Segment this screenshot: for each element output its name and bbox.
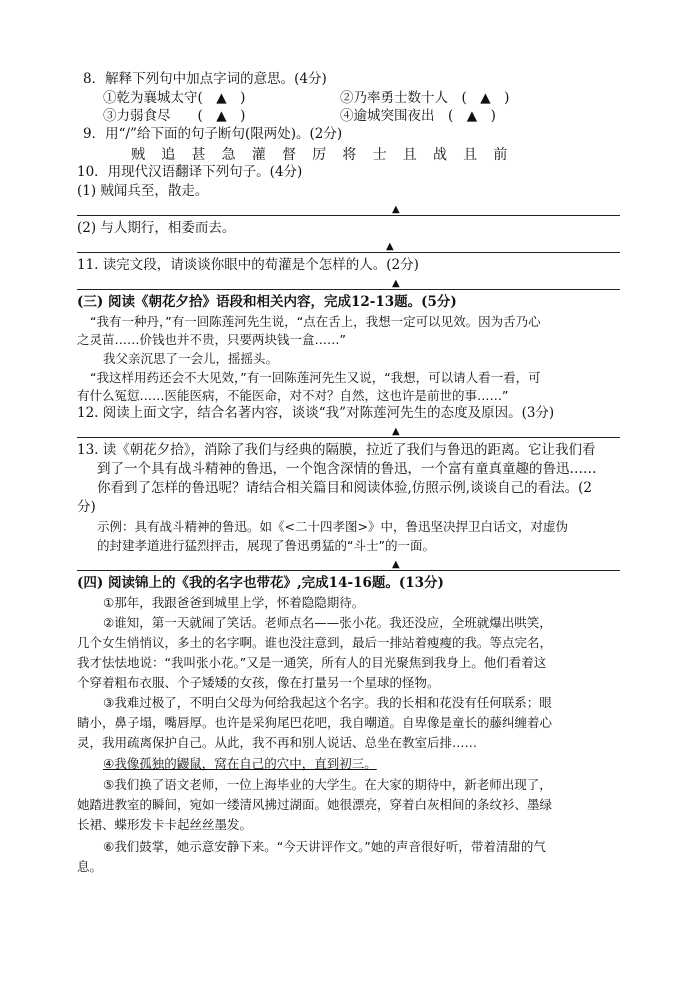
answer-line: [77, 215, 620, 216]
passage-line: ⑥我们鼓掌，她示意安静下来。“今天讲评作文。”她的声音很好听，带着清甜的气: [103, 839, 546, 854]
q13-line: 到了一个具有战斗精神的鲁迅，一个饱含深情的鲁迅，一个富有童真童趣的鲁迅……: [97, 461, 597, 477]
q9-char: 甚: [191, 147, 206, 163]
q9-stem: 9．用“/”给下面的句子断句(限两处)。(2分): [83, 126, 343, 142]
q9-char: 追: [161, 147, 176, 163]
passage-line: ②谁知，第一天就闹了笑话。老师点名——张小花。我还没应，全班就爆出哄笑，: [103, 615, 552, 630]
q10-sentence-2: (2) 与人期行，相委而去。: [77, 220, 236, 236]
passage-line: 之灵苗……价钱也并不贵，只要两块钱一盒……”: [77, 332, 346, 347]
q9-char: 急: [221, 147, 236, 163]
answer-marker: ▲: [386, 241, 394, 252]
q9-char: 战: [432, 147, 447, 163]
q9-char: 且: [463, 147, 478, 163]
answer-marker: ▲: [392, 278, 400, 289]
q13-example: 的封建孝道进行猛烈抨击，展现了鲁迅勇猛的“斗士”的一面。: [97, 538, 435, 553]
passage-line: 我父亲沉思了一会儿，摇摇头。: [103, 351, 279, 366]
q8-option-3: ③力弱食尽 ( ▲ ): [103, 108, 246, 124]
q13-example: 示例：具有战斗精神的鲁迅。如《<二十四孝图>》中，鲁迅坚决捍卫白话文，对虚伪: [97, 519, 568, 534]
passage-line: 长裙、蝶形发卡卡起丝丝墨发。: [77, 817, 253, 832]
q9-char: 灌: [251, 147, 266, 163]
answer-line: [77, 570, 620, 571]
q10-stem: 10．用现代汉语翻译下列句子。(4分): [77, 164, 303, 180]
q9-char: 且: [402, 147, 417, 163]
answer-marker: ▲: [392, 559, 400, 570]
q9-char: 贼: [131, 147, 146, 163]
q13-line: 你看到了怎样的鲁迅呢？请结合相关篇目和阅读体验,仿照示例,谈谈自己的看法。(2: [97, 480, 592, 496]
q13-line: 分): [77, 499, 96, 515]
passage-line: 她踏进教室的瞬间，宛如一缕清风拂过湖面。她很漂亮，穿着白灰相间的条纹衫、墨绿: [77, 797, 553, 812]
passage-line: 几个女生悄悄议，多土的名字啊。谁也没注意到，最后一排站着瘦瘦的我。等点完名，: [77, 635, 553, 650]
passage-line: 有什么冤愆……医能医病，不能医命，对不对？自然，这也许是前世的事……”: [77, 388, 509, 403]
q9-sentence: [123, 146, 515, 164]
q9-char: 将: [342, 147, 357, 163]
passage-line: “我这样用药还会不大见效，”有一回陈莲河先生又说，“我想，可以请人看一看，可: [90, 370, 541, 385]
passage-line: 我才怯怯地说：“我叫张小花。”又是一通笑，所有人的目光聚焦到我身上。他们看着这: [77, 655, 547, 670]
q8-stem: 8．解释下列句中加点字词的意思。(4分): [83, 71, 327, 87]
passage-line-underlined: ④我像孤独的鼹鼠，窝在自己的穴中，直到初三。: [103, 756, 377, 771]
q9-char: 士: [372, 147, 387, 163]
passage-line: ①那年，我跟爸爸到城里上学，怀着隐隐期待。: [103, 595, 365, 610]
q10-sentence-1: (1) 贼闻兵至，散走。: [77, 183, 209, 199]
q9-char: 前: [493, 147, 508, 163]
q13-line: 13. 读《朝花夕拾》，消除了我们与经典的隔膜，拉近了我们与鲁迅的距离。它让我们看: [77, 442, 596, 458]
q11-stem: 11. 读完文段，请谈谈你眼中的荀灌是个怎样的人。(2分): [77, 257, 419, 273]
q9-char: 督: [282, 147, 297, 163]
passage-line: “我有一种丹，”有一回陈莲河先生说，“点在舌上，我想一定可以见效。因为舌乃心: [90, 314, 541, 329]
passage-line: ⑤我们换了语文老师，一位上海毕业的大学生。在大家的期待中，新老师出现了，: [103, 777, 552, 792]
passage-line: ③我难过极了，不明白父母为何给我起这个名字。我的长相和花没有任何联系；眼: [103, 695, 552, 710]
q12-stem: 12. 阅读上面文字，结合名著内容，谈谈“我”对陈莲河先生的态度及原因。(3分): [77, 405, 555, 421]
q9-char: 厉: [312, 147, 327, 163]
q8-option-2: ②乃率勇士数十人 ( ▲ ): [340, 90, 510, 106]
answer-marker: ▲: [392, 426, 400, 437]
passage-line: 睛小，鼻子塌，嘴唇厚。也许是采狗尾巴花吧，我自嘲道。自卑像是童长的藤纠缠着心: [77, 715, 553, 730]
answer-line: [77, 437, 620, 438]
answer-line: [77, 252, 620, 253]
passage-line: 灵，我用疏离保护自己。从此，我不再和别人说话、总坐在教室后排……: [77, 735, 478, 750]
answer-marker: ▲: [392, 204, 400, 215]
q8-option-1: ①乾为襄城太守( ▲ ): [103, 90, 246, 106]
passage-line: 个穿着粗布衣服、个子矮矮的女孩，像在打量另一个星球的怪物。: [77, 675, 440, 690]
passage-line: 息。: [77, 859, 103, 874]
answer-line: [77, 289, 620, 290]
section-4-heading: (四) 阅读锦上的《我的名字也带花》,完成14-16题。(13分): [77, 575, 444, 591]
section-3-heading: (三) 阅读《朝花夕拾》语段和相关内容，完成12-13题。(5分): [77, 294, 457, 310]
q8-option-4: ④逾城突围夜出 ( ▲ ): [340, 108, 496, 124]
